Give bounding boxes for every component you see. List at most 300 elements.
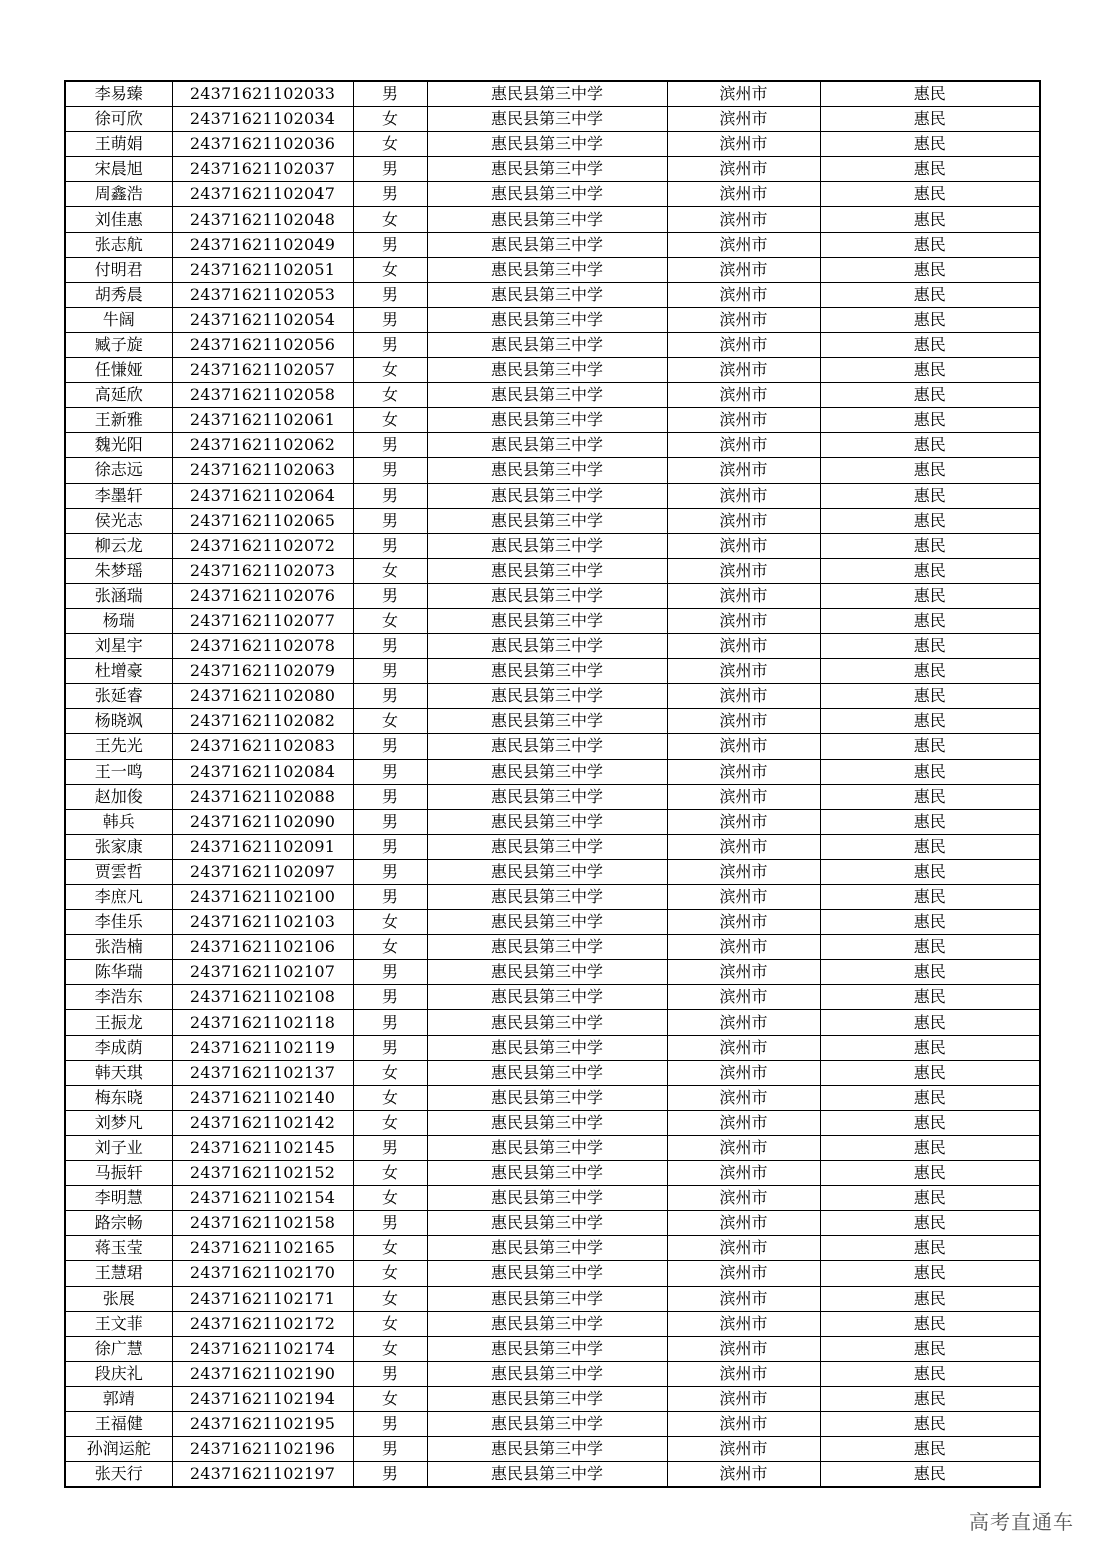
exam-id-cell: 24371621102048 [172, 207, 353, 232]
table-row [65, 358, 1040, 383]
name-cell: 李明慧 [65, 1186, 172, 1211]
exam-id-cell: 24371621102174 [172, 1336, 353, 1361]
city-cell: 滨州市 [667, 282, 820, 307]
county-cell: 惠民 [820, 1361, 1040, 1386]
exam-id-cell: 24371621102072 [172, 533, 353, 558]
city-cell: 滨州市 [667, 583, 820, 608]
county-cell: 惠民 [820, 558, 1040, 583]
city-cell: 滨州市 [667, 834, 820, 859]
gender-cell: 男 [353, 784, 427, 809]
county-cell: 惠民 [820, 332, 1040, 357]
name-cell: 杨瑞 [65, 608, 172, 633]
gender-cell: 女 [353, 1085, 427, 1110]
county-cell: 惠民 [820, 1286, 1040, 1311]
city-cell: 滨州市 [667, 533, 820, 558]
city-cell: 滨州市 [667, 960, 820, 985]
name-cell: 郭靖 [65, 1386, 172, 1411]
county-cell: 惠民 [820, 1236, 1040, 1261]
city-cell: 滨州市 [667, 1211, 820, 1236]
exam-id-cell: 24371621102078 [172, 634, 353, 659]
table-row [65, 659, 1040, 684]
watermark: 高考直通车 [969, 1510, 1074, 1534]
gender-cell: 男 [353, 282, 427, 307]
school-cell: 惠民县第三中学 [427, 1411, 667, 1436]
table-row [65, 1010, 1040, 1035]
table-row [65, 1110, 1040, 1135]
county-cell: 惠民 [820, 1437, 1040, 1462]
county-cell: 惠民 [820, 608, 1040, 633]
county-cell: 惠民 [820, 809, 1040, 834]
exam-id-cell: 24371621102036 [172, 132, 353, 157]
name-cell: 杜增豪 [65, 659, 172, 684]
gender-cell: 男 [353, 960, 427, 985]
school-cell: 惠民县第三中学 [427, 1186, 667, 1211]
school-cell: 惠民县第三中学 [427, 458, 667, 483]
gender-cell: 女 [353, 358, 427, 383]
gender-cell: 女 [353, 257, 427, 282]
school-cell: 惠民县第三中学 [427, 1211, 667, 1236]
city-cell: 滨州市 [667, 1336, 820, 1361]
city-cell: 滨州市 [667, 433, 820, 458]
gender-cell: 男 [353, 533, 427, 558]
gender-cell: 男 [353, 1211, 427, 1236]
name-cell: 张延睿 [65, 684, 172, 709]
table-row [65, 734, 1040, 759]
exam-id-cell: 24371621102053 [172, 282, 353, 307]
name-cell: 宋晨旭 [65, 157, 172, 182]
school-cell: 惠民县第三中学 [427, 1386, 667, 1411]
county-cell: 惠民 [820, 1035, 1040, 1060]
gender-cell: 女 [353, 408, 427, 433]
gender-cell: 女 [353, 1386, 427, 1411]
city-cell: 滨州市 [667, 157, 820, 182]
name-cell: 周鑫浩 [65, 182, 172, 207]
gender-cell: 男 [353, 809, 427, 834]
gender-cell: 女 [353, 1186, 427, 1211]
gender-cell: 女 [353, 207, 427, 232]
table-row [65, 1386, 1040, 1411]
school-cell: 惠民县第三中学 [427, 985, 667, 1010]
name-cell: 付明君 [65, 257, 172, 282]
gender-cell: 女 [353, 1060, 427, 1085]
name-cell: 徐广慧 [65, 1336, 172, 1361]
school-cell: 惠民县第三中学 [427, 608, 667, 633]
table-body [65, 81, 1040, 1487]
gender-cell: 女 [353, 1311, 427, 1336]
school-cell: 惠民县第三中学 [427, 734, 667, 759]
exam-id-cell: 24371621102171 [172, 1286, 353, 1311]
city-cell: 滨州市 [667, 1437, 820, 1462]
name-cell: 段庆礼 [65, 1361, 172, 1386]
name-cell: 王新雅 [65, 408, 172, 433]
table-row [65, 1261, 1040, 1286]
gender-cell: 男 [353, 508, 427, 533]
exam-id-cell: 24371621102080 [172, 684, 353, 709]
table-row [65, 107, 1040, 132]
school-cell: 惠民县第三中学 [427, 709, 667, 734]
gender-cell: 男 [353, 859, 427, 884]
name-cell: 陈华瑞 [65, 960, 172, 985]
school-cell: 惠民县第三中学 [427, 784, 667, 809]
table-row [65, 608, 1040, 633]
table-row [65, 1411, 1040, 1436]
county-cell: 惠民 [820, 1135, 1040, 1160]
county-cell: 惠民 [820, 784, 1040, 809]
name-cell: 张浩楠 [65, 935, 172, 960]
exam-id-cell: 24371621102065 [172, 508, 353, 533]
city-cell: 滨州市 [667, 1161, 820, 1186]
city-cell: 滨州市 [667, 182, 820, 207]
county-cell: 惠民 [820, 483, 1040, 508]
county-cell: 惠民 [820, 1110, 1040, 1135]
school-cell: 惠民县第三中学 [427, 960, 667, 985]
gender-cell: 男 [353, 433, 427, 458]
school-cell: 惠民县第三中学 [427, 1236, 667, 1261]
name-cell: 柳云龙 [65, 533, 172, 558]
school-cell: 惠民县第三中学 [427, 634, 667, 659]
name-cell: 徐可欣 [65, 107, 172, 132]
table-row [65, 558, 1040, 583]
county-cell: 惠民 [820, 282, 1040, 307]
table-row [65, 182, 1040, 207]
table-row [65, 408, 1040, 433]
exam-id-cell: 24371621102076 [172, 583, 353, 608]
table-row [65, 332, 1040, 357]
city-cell: 滨州市 [667, 383, 820, 408]
county-cell: 惠民 [820, 533, 1040, 558]
table-row [65, 157, 1040, 182]
county-cell: 惠民 [820, 358, 1040, 383]
exam-id-cell: 24371621102082 [172, 709, 353, 734]
table-row [65, 458, 1040, 483]
gender-cell: 男 [353, 81, 427, 107]
gender-cell: 男 [353, 583, 427, 608]
name-cell: 高延欣 [65, 383, 172, 408]
county-cell: 惠民 [820, 458, 1040, 483]
school-cell: 惠民县第三中学 [427, 483, 667, 508]
school-cell: 惠民县第三中学 [427, 684, 667, 709]
name-cell: 刘星宇 [65, 634, 172, 659]
exam-id-cell: 24371621102142 [172, 1110, 353, 1135]
city-cell: 滨州市 [667, 784, 820, 809]
name-cell: 侯光志 [65, 508, 172, 533]
table-row [65, 1035, 1040, 1060]
name-cell: 牛阔 [65, 307, 172, 332]
city-cell: 滨州市 [667, 1411, 820, 1436]
gender-cell: 女 [353, 1336, 427, 1361]
county-cell: 惠民 [820, 684, 1040, 709]
table-row [65, 784, 1040, 809]
exam-id-cell: 24371621102064 [172, 483, 353, 508]
city-cell: 滨州市 [667, 483, 820, 508]
table-row [65, 307, 1040, 332]
name-cell: 王慧珺 [65, 1261, 172, 1286]
table-row [65, 1211, 1040, 1236]
school-cell: 惠民县第三中学 [427, 1361, 667, 1386]
school-cell: 惠民县第三中学 [427, 834, 667, 859]
name-cell: 梅东晓 [65, 1085, 172, 1110]
name-cell: 刘子业 [65, 1135, 172, 1160]
gender-cell: 男 [353, 1135, 427, 1160]
exam-id-cell: 24371621102108 [172, 985, 353, 1010]
school-cell: 惠民县第三中学 [427, 132, 667, 157]
gender-cell: 男 [353, 834, 427, 859]
city-cell: 滨州市 [667, 1135, 820, 1160]
city-cell: 滨州市 [667, 1236, 820, 1261]
exam-id-cell: 24371621102106 [172, 935, 353, 960]
school-cell: 惠民县第三中学 [427, 1161, 667, 1186]
gender-cell: 男 [353, 332, 427, 357]
table-row [65, 1462, 1040, 1488]
county-cell: 惠民 [820, 1261, 1040, 1286]
table-row [65, 583, 1040, 608]
city-cell: 滨州市 [667, 207, 820, 232]
city-cell: 滨州市 [667, 1085, 820, 1110]
school-cell: 惠民县第三中学 [427, 408, 667, 433]
city-cell: 滨州市 [667, 458, 820, 483]
county-cell: 惠民 [820, 1211, 1040, 1236]
county-cell: 惠民 [820, 1462, 1040, 1488]
county-cell: 惠民 [820, 157, 1040, 182]
city-cell: 滨州市 [667, 885, 820, 910]
city-cell: 滨州市 [667, 358, 820, 383]
school-cell: 惠民县第三中学 [427, 508, 667, 533]
city-cell: 滨州市 [667, 684, 820, 709]
county-cell: 惠民 [820, 132, 1040, 157]
table-row [65, 257, 1040, 282]
name-cell: 王先光 [65, 734, 172, 759]
table-row [65, 1161, 1040, 1186]
school-cell: 惠民县第三中学 [427, 232, 667, 257]
city-cell: 滨州市 [667, 132, 820, 157]
city-cell: 滨州市 [667, 81, 820, 107]
table-row [65, 1060, 1040, 1085]
name-cell: 胡秀晨 [65, 282, 172, 307]
exam-id-cell: 24371621102194 [172, 1386, 353, 1411]
exam-id-cell: 24371621102195 [172, 1411, 353, 1436]
city-cell: 滨州市 [667, 1010, 820, 1035]
table-row [65, 985, 1040, 1010]
gender-cell: 女 [353, 1161, 427, 1186]
school-cell: 惠民县第三中学 [427, 1010, 667, 1035]
exam-id-cell: 24371621102119 [172, 1035, 353, 1060]
exam-id-cell: 24371621102051 [172, 257, 353, 282]
name-cell: 路宗畅 [65, 1211, 172, 1236]
exam-id-cell: 24371621102137 [172, 1060, 353, 1085]
school-cell: 惠民县第三中学 [427, 358, 667, 383]
city-cell: 滨州市 [667, 1386, 820, 1411]
table-row [65, 508, 1040, 533]
gender-cell: 男 [353, 307, 427, 332]
gender-cell: 男 [353, 659, 427, 684]
name-cell: 朱梦瑶 [65, 558, 172, 583]
county-cell: 惠民 [820, 910, 1040, 935]
exam-id-cell: 24371621102197 [172, 1462, 353, 1488]
name-cell: 马振轩 [65, 1161, 172, 1186]
city-cell: 滨州市 [667, 1286, 820, 1311]
county-cell: 惠民 [820, 433, 1040, 458]
table-row [65, 935, 1040, 960]
city-cell: 滨州市 [667, 107, 820, 132]
gender-cell: 男 [353, 734, 427, 759]
gender-cell: 男 [353, 885, 427, 910]
gender-cell: 女 [353, 1110, 427, 1135]
school-cell: 惠民县第三中学 [427, 383, 667, 408]
table-row [65, 859, 1040, 884]
exam-id-cell: 24371621102152 [172, 1161, 353, 1186]
name-cell: 徐志远 [65, 458, 172, 483]
exam-id-cell: 24371621102058 [172, 383, 353, 408]
school-cell: 惠民县第三中学 [427, 1311, 667, 1336]
name-cell: 张家康 [65, 834, 172, 859]
table-row [65, 834, 1040, 859]
table-row [65, 634, 1040, 659]
school-cell: 惠民县第三中学 [427, 1035, 667, 1060]
exam-id-cell: 24371621102107 [172, 960, 353, 985]
county-cell: 惠民 [820, 107, 1040, 132]
exam-id-cell: 24371621102100 [172, 885, 353, 910]
name-cell: 张志航 [65, 232, 172, 257]
exam-id-cell: 24371621102140 [172, 1085, 353, 1110]
school-cell: 惠民县第三中学 [427, 257, 667, 282]
school-cell: 惠民县第三中学 [427, 583, 667, 608]
gender-cell: 男 [353, 483, 427, 508]
gender-cell: 男 [353, 634, 427, 659]
county-cell: 惠民 [820, 1411, 1040, 1436]
gender-cell: 女 [353, 132, 427, 157]
exam-id-cell: 24371621102047 [172, 182, 353, 207]
gender-cell: 男 [353, 1035, 427, 1060]
name-cell: 李佳乐 [65, 910, 172, 935]
county-cell: 惠民 [820, 885, 1040, 910]
county-cell: 惠民 [820, 985, 1040, 1010]
name-cell: 王萌娟 [65, 132, 172, 157]
school-cell: 惠民县第三中学 [427, 759, 667, 784]
table-row [65, 1437, 1040, 1462]
table-row [65, 709, 1040, 734]
county-cell: 惠民 [820, 734, 1040, 759]
name-cell: 王文菲 [65, 1311, 172, 1336]
name-cell: 杨晓飒 [65, 709, 172, 734]
exam-id-cell: 24371621102091 [172, 834, 353, 859]
table-row [65, 81, 1040, 107]
county-cell: 惠民 [820, 81, 1040, 107]
school-cell: 惠民县第三中学 [427, 282, 667, 307]
city-cell: 滨州市 [667, 859, 820, 884]
name-cell: 李易臻 [65, 81, 172, 107]
exam-id-cell: 24371621102190 [172, 1361, 353, 1386]
school-cell: 惠民县第三中学 [427, 935, 667, 960]
county-cell: 惠民 [820, 935, 1040, 960]
city-cell: 滨州市 [667, 1186, 820, 1211]
city-cell: 滨州市 [667, 1060, 820, 1085]
school-cell: 惠民县第三中学 [427, 157, 667, 182]
school-cell: 惠民县第三中学 [427, 910, 667, 935]
name-cell: 韩天琪 [65, 1060, 172, 1085]
table-row [65, 759, 1040, 784]
county-cell: 惠民 [820, 1060, 1040, 1085]
gender-cell: 男 [353, 684, 427, 709]
school-cell: 惠民县第三中学 [427, 859, 667, 884]
county-cell: 惠民 [820, 1186, 1040, 1211]
county-cell: 惠民 [820, 834, 1040, 859]
school-cell: 惠民县第三中学 [427, 107, 667, 132]
name-cell: 张展 [65, 1286, 172, 1311]
gender-cell: 男 [353, 1361, 427, 1386]
table-row [65, 433, 1040, 458]
gender-cell: 女 [353, 608, 427, 633]
school-cell: 惠民县第三中学 [427, 1261, 667, 1286]
city-cell: 滨州市 [667, 408, 820, 433]
exam-id-cell: 24371621102034 [172, 107, 353, 132]
name-cell: 王振龙 [65, 1010, 172, 1035]
exam-id-cell: 24371621102033 [172, 81, 353, 107]
table-row [65, 1311, 1040, 1336]
city-cell: 滨州市 [667, 1110, 820, 1135]
school-cell: 惠民县第三中学 [427, 433, 667, 458]
exam-id-cell: 24371621102057 [172, 358, 353, 383]
city-cell: 滨州市 [667, 508, 820, 533]
exam-id-cell: 24371621102103 [172, 910, 353, 935]
school-cell: 惠民县第三中学 [427, 1060, 667, 1085]
table-row [65, 684, 1040, 709]
gender-cell: 女 [353, 1236, 427, 1261]
county-cell: 惠民 [820, 257, 1040, 282]
school-cell: 惠民县第三中学 [427, 1462, 667, 1488]
exam-id-cell: 24371621102170 [172, 1261, 353, 1286]
exam-id-cell: 24371621102077 [172, 608, 353, 633]
gender-cell: 男 [353, 232, 427, 257]
name-cell: 王一鸣 [65, 759, 172, 784]
gender-cell: 男 [353, 1462, 427, 1488]
table-row [65, 1336, 1040, 1361]
city-cell: 滨州市 [667, 709, 820, 734]
city-cell: 滨州市 [667, 1261, 820, 1286]
gender-cell: 女 [353, 383, 427, 408]
city-cell: 滨州市 [667, 809, 820, 834]
table-row [65, 910, 1040, 935]
name-cell: 王福健 [65, 1411, 172, 1436]
exam-id-cell: 24371621102062 [172, 433, 353, 458]
exam-id-cell: 24371621102172 [172, 1311, 353, 1336]
city-cell: 滨州市 [667, 232, 820, 257]
county-cell: 惠民 [820, 508, 1040, 533]
gender-cell: 男 [353, 157, 427, 182]
county-cell: 惠民 [820, 759, 1040, 784]
exam-id-cell: 24371621102088 [172, 784, 353, 809]
city-cell: 滨州市 [667, 734, 820, 759]
table-row [65, 483, 1040, 508]
school-cell: 惠民县第三中学 [427, 332, 667, 357]
table-row [65, 960, 1040, 985]
city-cell: 滨州市 [667, 634, 820, 659]
gender-cell: 女 [353, 910, 427, 935]
city-cell: 滨州市 [667, 985, 820, 1010]
gender-cell: 男 [353, 1437, 427, 1462]
table-row [65, 809, 1040, 834]
exam-id-cell: 24371621102063 [172, 458, 353, 483]
gender-cell: 女 [353, 107, 427, 132]
school-cell: 惠民县第三中学 [427, 1110, 667, 1135]
name-cell: 李浩东 [65, 985, 172, 1010]
name-cell: 张天行 [65, 1462, 172, 1488]
name-cell: 孙润运舵 [65, 1437, 172, 1462]
city-cell: 滨州市 [667, 1462, 820, 1488]
gender-cell: 男 [353, 1010, 427, 1035]
county-cell: 惠民 [820, 659, 1040, 684]
city-cell: 滨州市 [667, 659, 820, 684]
county-cell: 惠民 [820, 709, 1040, 734]
